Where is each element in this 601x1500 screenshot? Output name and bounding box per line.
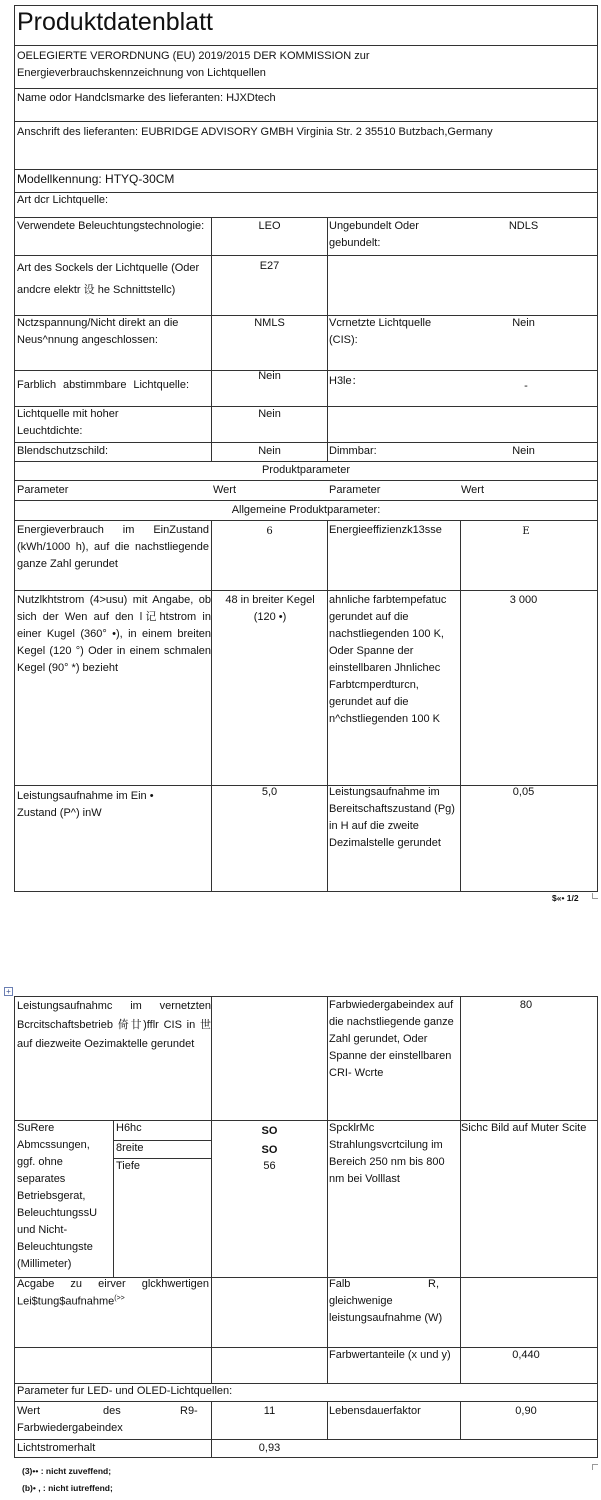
luminous-flux-value: 48 in breiter Kegel (120 •) [225,594,315,623]
footnote-1: (3)•• : nicht zuveffend; [22,1466,112,1476]
falb-label: Falb [329,1278,351,1290]
lightsource-type-heading: Art dcr Lichtquelle: [17,194,109,206]
r9-label-word1: Wert [17,1405,41,1417]
colour-tunable-label-line1 [17,377,189,394]
dimensions-label: SuRere Abmcssungen, ggf. ohne separates Betriebsgerat, BeleuchtungssU und Nicht-Beleuchtungste (Millimeter) [17,1122,98,1270]
col-parameter-1: Parameter [17,484,69,496]
lumen-maintenance-value: 0,93 [258,1442,281,1454]
page-corner-mark [592,893,598,899]
networked-standby-label: Leistungsaufnahmc im vernetzten Bcrcitschaftsbetrieb 倚廿)fflr CIS in 世 auf diezweite Oezimaktelle gerundet [17,1000,211,1050]
unbundled-label: Ungebundelt Oder gebundelt: [329,220,419,249]
mains-voltage-label: Nctzspannung/Nicht direkt an die Neus^nnung angeschlossen: [17,317,179,346]
spectral-distribution-value: Sichc Bild auf Muter Scite [461,1122,587,1134]
r9-label-word4: Farbwiedergabeindex [17,1422,123,1434]
standby-power-label: Leistungsaufnahme im Bereitschaftszustand (Pg) in H auf die zweite Dezimalstelle gerundet [329,786,455,849]
falb-r-label: R, [428,1278,439,1290]
colour-tunable-value: Nein [258,370,281,382]
h3le-label: H3le： [329,375,363,387]
standby-power-value: 0,05 [512,786,535,798]
general-params-heading: Allgemeine Produktparameter: [231,504,381,516]
high-luminance-value: Nein [258,408,281,420]
socket-label: Art des Sockels der Lichtquelle (Oder andcre elektr 设 he Schnittstellc) [17,262,200,296]
connected-lightsource-value: Nein [512,317,535,329]
width-label: 8reite [116,1142,144,1154]
page2-corner-mark [592,1464,598,1470]
page-number: $«• 1/2 [552,893,579,903]
cri-value: 80 [519,999,533,1011]
supplier-name: Name odor Handclsmarke des lieferanten: HJXDtech [17,92,276,104]
unbundled-value: NDLS [508,220,539,232]
supplier-address: Anschrift des lieferanten: EUBRIDGE ADVISORY GMBH Virginia Str. 2 35510 Butzbach,Germany [17,126,493,138]
col-wert-2: Wert [461,484,485,496]
luminous-flux-label: Nutzlkhtstrom (4>usu) mit Angabe, ob sich der Wen auf den l记htstrom in einer Kugel (360° •), in einem breiten Kegel (120 °) Oder in einem schmalen Kegel (90° *) bezieht [17,594,211,674]
regulation-line-1: OELEGIERTE VERORDNUNG (EU) 2019/2015 DER KOMMISSION zur [17,50,370,62]
height-label: H6hc [116,1122,142,1134]
colour-tunable-label: Farblich abstimmbare Lichtquelle: [17,379,189,391]
col-wert-1: Wert [213,484,237,496]
regulation-line-2: Energieverbrauchskennzeichnung von Lichtquellen [17,67,266,79]
equivalent-power-footnote-ref: (>> [114,1295,125,1302]
col-parameter-2: Parameter [329,484,381,496]
survival-factor-label: Lebensdauerfaktor [329,1405,421,1417]
spectral-distribution-label: SpcklrMc Strahlungsvcrtcilung im Bereich 250 nm bis 800 nm bei Volllast [329,1122,445,1185]
r9-label-word3: R9- [180,1405,198,1417]
product-params-heading: Produktparameter [261,464,351,476]
connected-lightsource-label: Vcrnetzte Lichtquelle (CIS): [329,317,432,346]
depth-value: 56 [263,1160,276,1172]
socket-value: E27 [259,260,280,272]
energy-class-value: E [522,526,530,537]
anti-glare-value: Nein [258,445,281,457]
led-params-heading: Parameter fur LED- und OLED-Lichtquellen: [17,1385,233,1397]
high-luminance-label: Lichtquelle mit hoher Leuchtdichte: [17,408,119,437]
table-move-handle-icon[interactable]: + [4,987,13,996]
energy-class-label: Energieeffizienzk13sse [329,524,442,536]
equivalent-power-label: Lei$tung$aufnahme [17,1295,115,1308]
r9-label-word2: des [103,1405,121,1417]
colour-temperature-value: 3 000 [509,594,538,606]
equivalent-power-detail: gleichwenige leistungsaufnahme (W) [329,1295,443,1324]
energy-consumption-label: Energieverbrauch im EinZustand (kWh/1000 h), auf die nachstliegende ganze Zahl gerundet [17,524,209,570]
colour-temperature-label: ahnliche farbtempefatuc gerundet auf die nachstliegenden 100 K, Oder Spanne der einstellbaren Jhnlichec Farbtcmperdturcn, gerundet auf die n^chstliegenden 100 K [329,594,447,725]
width-value: SO [261,1144,278,1156]
dimmable-value: Nein [512,445,535,457]
equivalent-power-label-line1: Acgabe zu eirver glckhwertigen [17,1278,209,1290]
energy-consumption-value: 6 [266,526,273,537]
cri-label: Farbwiedergabeindex auf die nachstliegende ganze Zahl gerundet, Oder Spanne der einstellbaren CRI- Wcrte [329,999,454,1079]
height-value: SO [261,1125,278,1137]
equivalent-power-label-line2 [17,1293,125,1311]
page-title: Produktdatenblatt [17,8,213,36]
depth-label: Tiefe [116,1160,141,1172]
chromaticity-label: Farbwertanteile (x und y) [329,1349,451,1361]
anti-glare-label: Blendschutzschild: [17,445,109,457]
dimmable-label: Dimmbar: [329,445,377,457]
technology-value: LEO [258,220,281,232]
r9-value: 11 [263,1405,276,1417]
lumen-maintenance-label: Lichtstromerhalt [17,1442,96,1454]
power-on-mode-label: Leistungsaufnahme im Ein • Zustand (P^) inW [17,790,154,819]
technology-label: Verwendete Beleuchtungstechnologie: [17,220,205,232]
mains-voltage-value: NMLS [254,317,285,329]
chromaticity-value: 0,440 [512,1349,540,1361]
h3le-value: - [524,380,528,392]
footnote-2: (b)• , : nicht iutreffend; [22,1483,113,1493]
survival-factor-value: 0,90 [515,1405,537,1417]
power-on-mode-value: 5,0 [261,786,278,798]
model-identifier: Modellkennung: HTYQ-30CM [17,172,175,186]
